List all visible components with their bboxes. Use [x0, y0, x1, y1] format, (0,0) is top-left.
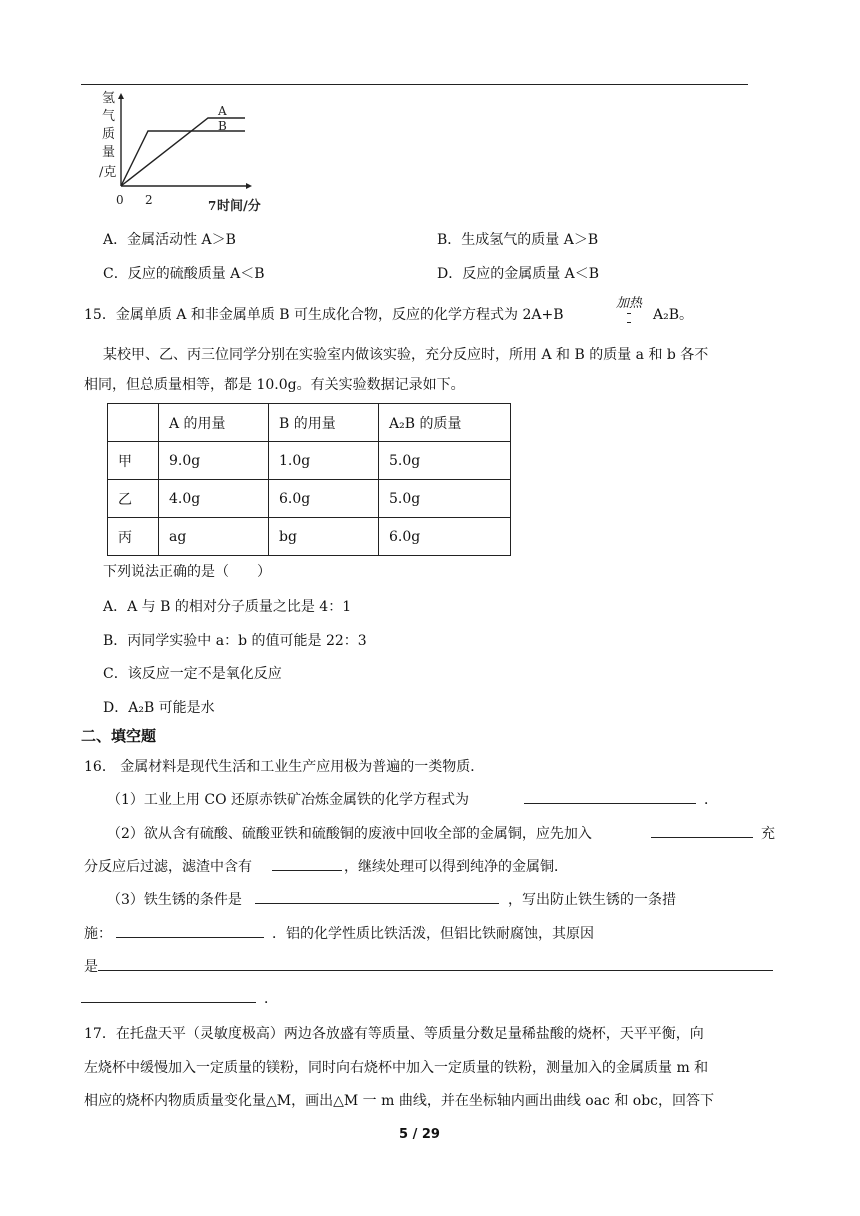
table-cell: 4.0g	[159, 480, 269, 518]
q17-line3: 相应的烧杯内物质质量变化量△M，画出△M 一 m 曲线，并在坐标轴内画出曲线 oac 和 obc，回答下	[84, 1093, 715, 1109]
table-cell: ag	[159, 518, 269, 556]
x-axis-label: 时间/分	[217, 199, 261, 214]
q16-part2-text-c: 分反应后过滤，滤渣中含有	[84, 859, 252, 875]
table-header-row	[108, 404, 511, 442]
q16-part3-blank1[interactable]	[255, 889, 499, 904]
q16-part1-end: ．	[704, 792, 718, 808]
q15-option-d: D．A₂B 可能是水	[103, 700, 215, 716]
q16-part3-text-c: 施：	[84, 926, 112, 942]
table-cell: 丙	[108, 518, 159, 556]
q15-stem: 15．金属单质 A 和非金属单质 B 可生成化合物，反应的化学方程式为 2A+B	[84, 307, 564, 323]
reaction-condition: 加热	[616, 296, 643, 311]
table-cell: bg	[269, 518, 379, 556]
table-row	[108, 442, 511, 480]
q16-part3-blank3[interactable]	[98, 956, 773, 971]
q16-part3-blank2[interactable]	[116, 923, 264, 938]
q15-option-a: A．A 与 B 的相对分子质量之比是 4：1	[103, 599, 352, 615]
q14-option-c: C．反应的硫酸质量 A＜B	[103, 266, 265, 282]
table-cell: 6.0g	[269, 480, 379, 518]
curve-a-label: A	[218, 104, 227, 118]
experiment-data-table	[107, 403, 511, 556]
tick-7-label: 7	[208, 199, 217, 213]
q15-prompt: 下列说法正确的是（ ）	[103, 564, 271, 580]
table-header-cell	[108, 404, 159, 442]
section-title: 二、填空题	[81, 727, 157, 745]
q16-part2-text-b: 充	[761, 826, 775, 842]
q16-part1-blank[interactable]	[524, 789, 696, 804]
y-axis-arrow	[118, 93, 124, 99]
q16-part2-text-d: ，继续处理可以得到纯净的金属铜．	[344, 859, 568, 875]
q16-part2-blank1[interactable]	[651, 823, 753, 838]
svg-text:质: 质	[102, 127, 116, 142]
curve-b-label: B	[218, 119, 227, 133]
x-axis-arrow	[246, 183, 252, 189]
q16-part3-text-e: 是	[84, 959, 98, 975]
q16-part3-text-d: ．铝的化学性质比铁活泼，但铝比铁耐腐蚀，其原因	[272, 926, 594, 942]
svg-text:气: 气	[102, 109, 116, 124]
table-cell: 6.0g	[379, 518, 511, 556]
q15-product: A₂B。	[653, 307, 694, 323]
q14-option-a: A．金属活动性 A＞B	[103, 232, 236, 248]
header-rule	[81, 84, 748, 85]
svg-text:氢: 氢	[102, 91, 116, 106]
condition-mark-2	[627, 322, 631, 323]
table-header-cell: A₂B 的质量	[379, 404, 511, 442]
q16-part3-end: ．	[264, 991, 278, 1007]
table-header-cell: A 的用量	[159, 404, 269, 442]
origin-label: 0	[116, 193, 124, 207]
q16-part1-text: （1）工业上用 CO 还原赤铁矿冶炼金属铁的化学方程式为	[107, 792, 469, 808]
y-axis-label	[99, 91, 116, 180]
table-cell: 5.0g	[379, 442, 511, 480]
q16-part2-text: （2）欲从含有硫酸、硫酸亚铁和硫酸铜的废液中回收全部的金属铜，应先加入	[107, 826, 592, 842]
q16-part3-blank3-cont[interactable]	[81, 988, 256, 1003]
table-cell: 9.0g	[159, 442, 269, 480]
q15-paragraph-line1: 某校甲、乙、丙三位同学分别在实验室内做该实验，充分反应时，所用 A 和 B 的质量 a 和 b 各不	[103, 347, 709, 363]
q17-line1: 17．在托盘天平（灵敏度极高）两边各放盛有等质量、等质量分数足量稀盐酸的烧杯，天平平衡，向	[84, 1026, 704, 1042]
condition-mark	[627, 313, 631, 314]
hydrogen-time-graph	[98, 88, 281, 216]
q16-part3-text-b: ，写出防止铁生锈的一条措	[508, 892, 676, 908]
table-header-cell: B 的用量	[269, 404, 379, 442]
svg-text:/克: /克	[99, 165, 117, 180]
table-row	[108, 480, 511, 518]
q15-option-b: B．丙同学实验中 a：b 的值可能是 22：3	[103, 633, 367, 649]
table-cell: 乙	[108, 480, 159, 518]
tick-2-label: 2	[145, 193, 153, 207]
table-cell: 5.0g	[379, 480, 511, 518]
q17-line2: 左烧杯中缓慢加入一定质量的镁粉，同时向右烧杯中加入一定质量的铁粉，测量加入的金属质量 m 和	[84, 1060, 709, 1076]
q15-paragraph-line2: 相同，但总质量相等，都是 10.0g。有关实验数据记录如下。	[84, 377, 465, 393]
q16-part2-blank2[interactable]	[272, 856, 342, 871]
q16-stem: 16． 金属材料是现代生活和工业生产应用极为普遍的一类物质．	[84, 759, 485, 775]
q14-option-b: B．生成氢气的质量 A＞B	[437, 232, 599, 248]
q16-part3-text: （3）铁生锈的条件是	[107, 892, 242, 908]
q14-option-d: D．反应的金属质量 A＜B	[437, 266, 600, 282]
svg-text:量: 量	[102, 145, 116, 160]
page-number: 5 / 29	[399, 1127, 440, 1142]
table-cell: 甲	[108, 442, 159, 480]
table-cell: 1.0g	[269, 442, 379, 480]
table-row	[108, 518, 511, 556]
q15-option-c: C．该反应一定不是氧化反应	[103, 666, 282, 682]
curve-b	[121, 131, 245, 186]
